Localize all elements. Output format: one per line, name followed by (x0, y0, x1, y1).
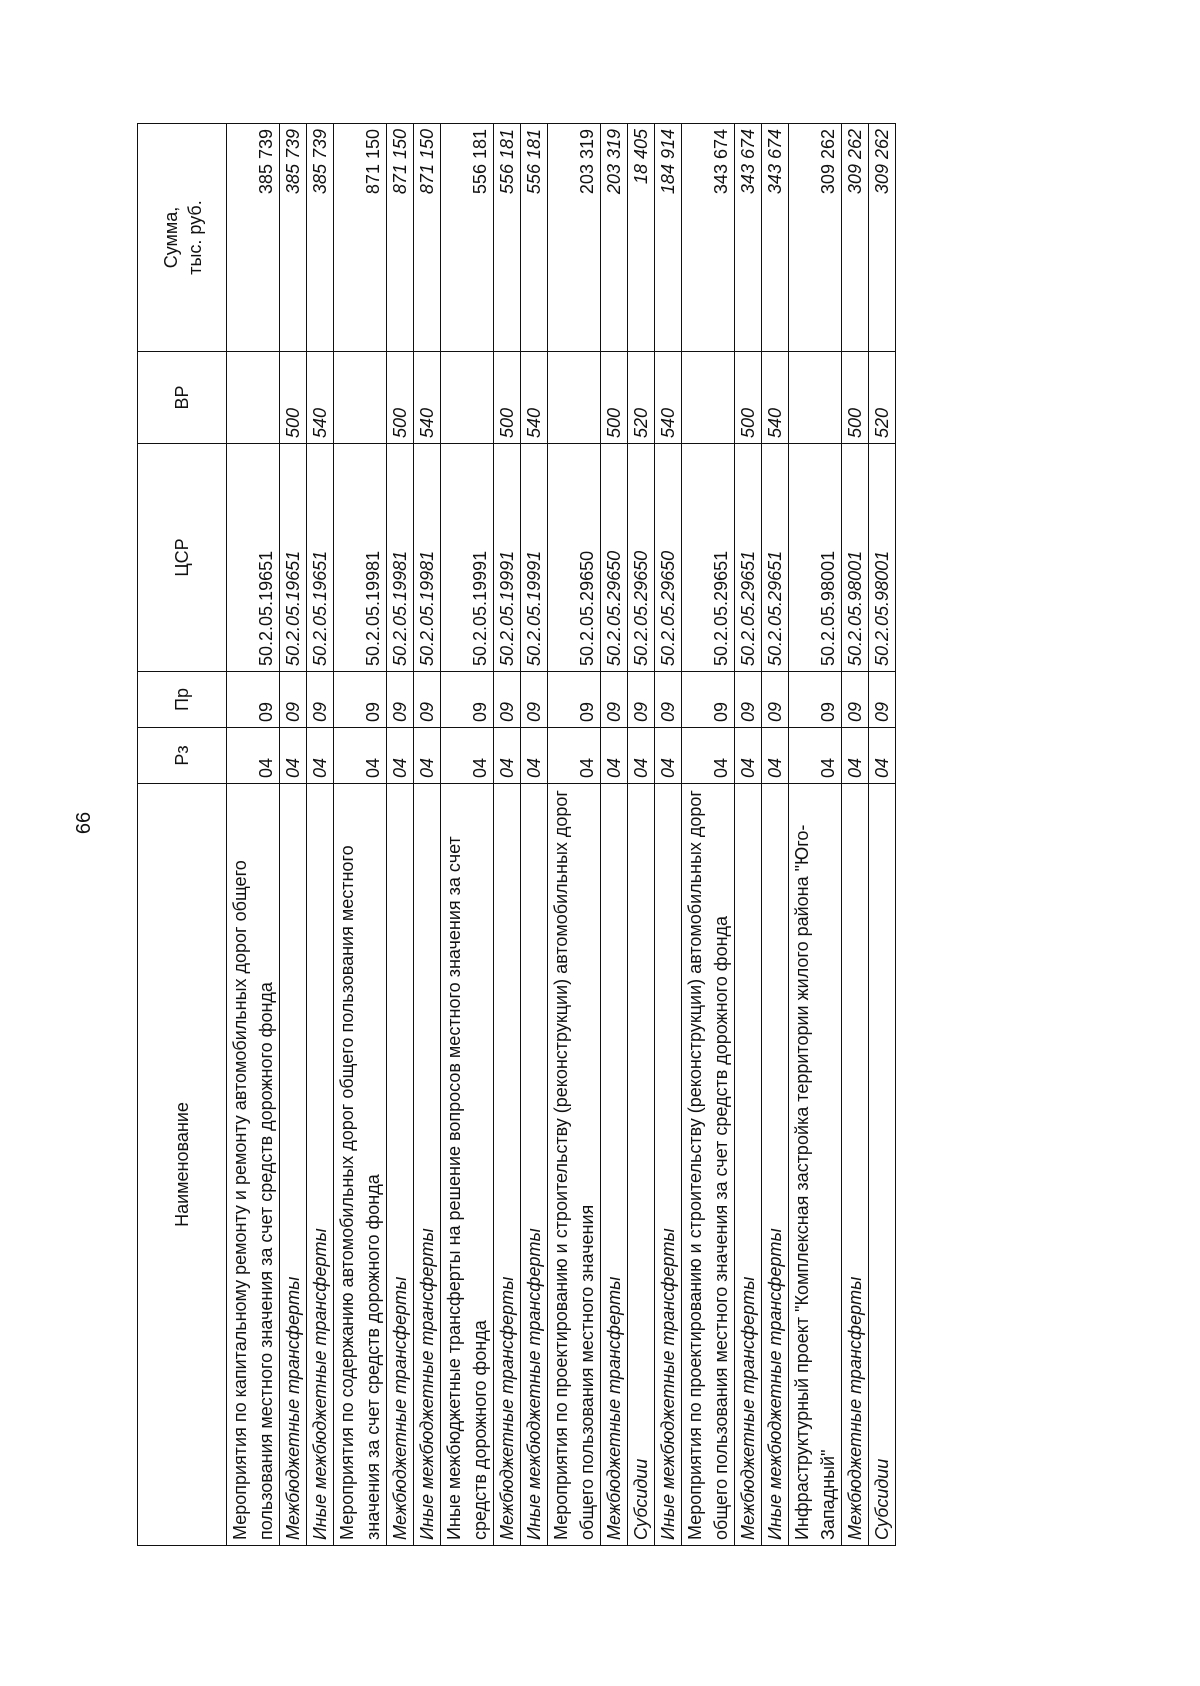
header-csr: ЦСР (138, 444, 227, 672)
header-sum (138, 124, 227, 352)
cell-name: Иные межбюджетные трансферты (414, 784, 441, 1546)
cell-pr: 09 (682, 672, 735, 728)
header-vr: ВР (138, 352, 227, 444)
cell-rz: 04 (655, 728, 682, 784)
cell-vr (682, 352, 735, 444)
cell-sum: 309 262 (842, 124, 869, 352)
header-name: Наименование (138, 784, 227, 1546)
table-row (521, 124, 548, 1546)
cell-vr (789, 352, 842, 444)
cell-vr (334, 352, 387, 444)
cell-rz: 04 (735, 728, 762, 784)
cell-vr (227, 352, 280, 444)
cell-rz: 04 (441, 728, 494, 784)
cell-csr: 50.2.05.19651 (280, 444, 307, 672)
cell-csr: 50.2.05.19981 (387, 444, 414, 672)
cell-csr: 50.2.05.29650 (655, 444, 682, 672)
header-sum-line2: тыс. руб. (185, 200, 205, 275)
cell-rz: 04 (762, 728, 789, 784)
cell-csr: 50.2.05.19991 (521, 444, 548, 672)
table-row (441, 124, 494, 1546)
cell-sum: 18 405 (628, 124, 655, 352)
header-sum-line1: Сумма, (161, 206, 181, 269)
cell-name: Иные межбюджетные трансферты (521, 784, 548, 1546)
cell-rz: 04 (548, 728, 601, 784)
cell-vr: 540 (762, 352, 789, 444)
cell-vr: 540 (655, 352, 682, 444)
cell-name: Иные межбюджетные трансферты (762, 784, 789, 1546)
cell-vr: 540 (414, 352, 441, 444)
cell-sum: 871 150 (334, 124, 387, 352)
cell-sum: 343 674 (762, 124, 789, 352)
cell-sum: 184 914 (655, 124, 682, 352)
cell-sum: 309 262 (789, 124, 842, 352)
cell-csr: 50.2.05.19991 (441, 444, 494, 672)
table-header-row (138, 124, 227, 1546)
cell-csr: 50.2.05.29651 (682, 444, 735, 672)
table-row (655, 124, 682, 1546)
table-row (869, 124, 896, 1546)
cell-rz: 04 (869, 728, 896, 784)
cell-pr: 09 (735, 672, 762, 728)
cell-sum: 343 674 (735, 124, 762, 352)
cell-sum: 385 739 (280, 124, 307, 352)
cell-vr: 520 (869, 352, 896, 444)
cell-sum: 309 262 (869, 124, 896, 352)
cell-name: Иные межбюджетные трансферты на решение вопросов местного значения за счет средств дорожного фонда (441, 784, 494, 1546)
cell-csr: 50.2.05.19991 (494, 444, 521, 672)
table-row (414, 124, 441, 1546)
cell-rz: 04 (227, 728, 280, 784)
cell-vr: 520 (628, 352, 655, 444)
cell-rz: 04 (414, 728, 441, 784)
cell-vr: 500 (842, 352, 869, 444)
cell-name: Межбюджетные трансферты (387, 784, 414, 1546)
cell-csr: 50.2.05.19651 (227, 444, 280, 672)
cell-rz: 04 (387, 728, 414, 784)
cell-pr: 09 (762, 672, 789, 728)
cell-name: Межбюджетные трансферты (494, 784, 521, 1546)
cell-rz: 04 (334, 728, 387, 784)
cell-name: Мероприятия по капитальному ремонту и ремонту автомобильных дорог общего пользования местного значения за счет средств дорожного фонда (227, 784, 280, 1546)
cell-name: Мероприятия по проектированию и строительству (реконструкции) автомобильных дорог общего пользования местного значения за счет средств дорожного фонда (682, 784, 735, 1546)
cell-sum: 556 181 (494, 124, 521, 352)
cell-csr: 50.2.05.29651 (762, 444, 789, 672)
cell-pr: 09 (280, 672, 307, 728)
cell-sum: 871 150 (414, 124, 441, 352)
table-row (628, 124, 655, 1546)
cell-vr: 500 (601, 352, 628, 444)
cell-rz: 04 (628, 728, 655, 784)
header-rz: Рз (138, 728, 227, 784)
cell-sum: 385 739 (227, 124, 280, 352)
cell-rz: 04 (789, 728, 842, 784)
cell-sum: 203 319 (548, 124, 601, 352)
table-row (227, 124, 280, 1546)
cell-pr: 09 (521, 672, 548, 728)
cell-pr: 09 (869, 672, 896, 728)
table-row (842, 124, 869, 1546)
cell-csr: 50.2.05.19651 (307, 444, 334, 672)
header-pr: Пр (138, 672, 227, 728)
table-row (601, 124, 628, 1546)
cell-name: Межбюджетные трансферты (280, 784, 307, 1546)
cell-sum: 556 181 (521, 124, 548, 352)
table-row (682, 124, 735, 1546)
cell-pr: 09 (628, 672, 655, 728)
cell-vr: 500 (280, 352, 307, 444)
table-row (789, 124, 842, 1546)
cell-vr: 500 (387, 352, 414, 444)
cell-pr: 09 (548, 672, 601, 728)
table-row (494, 124, 521, 1546)
cell-csr: 50.2.05.98001 (842, 444, 869, 672)
table-row (548, 124, 601, 1546)
cell-rz: 04 (601, 728, 628, 784)
table-row (280, 124, 307, 1546)
cell-name: Субсидии (869, 784, 896, 1546)
cell-sum: 871 150 (387, 124, 414, 352)
cell-csr: 50.2.05.29650 (548, 444, 601, 672)
cell-pr: 09 (789, 672, 842, 728)
cell-rz: 04 (682, 728, 735, 784)
cell-pr: 09 (441, 672, 494, 728)
table-row (307, 124, 334, 1546)
cell-name: Мероприятия по проектированию и строительству (реконструкции) автомобильных дорог общего пользования местного значения (548, 784, 601, 1546)
cell-sum: 343 674 (682, 124, 735, 352)
cell-pr: 09 (494, 672, 521, 728)
page-number: 66 (73, 811, 95, 835)
cell-name: Межбюджетные трансферты (842, 784, 869, 1546)
cell-name: Межбюджетные трансферты (601, 784, 628, 1546)
cell-vr: 500 (494, 352, 521, 444)
cell-sum: 203 319 (601, 124, 628, 352)
cell-name: Субсидии (628, 784, 655, 1546)
cell-name: Иные межбюджетные трансферты (655, 784, 682, 1546)
cell-csr: 50.2.05.98001 (789, 444, 842, 672)
cell-sum: 385 739 (307, 124, 334, 352)
cell-vr (441, 352, 494, 444)
cell-pr: 09 (387, 672, 414, 728)
table-body (227, 124, 896, 1546)
table-row (735, 124, 762, 1546)
cell-name: Мероприятия по содержанию автомобильных дорог общего пользования местного значения за счет средств дорожного фонда (334, 784, 387, 1546)
table-row (762, 124, 789, 1546)
cell-pr: 09 (334, 672, 387, 728)
cell-csr: 50.2.05.19981 (334, 444, 387, 672)
cell-csr: 50.2.05.19981 (414, 444, 441, 672)
cell-pr: 09 (601, 672, 628, 728)
cell-vr (548, 352, 601, 444)
cell-pr: 09 (227, 672, 280, 728)
cell-name: Инфраструктурный проект "Комплексная застройка территории жилого района "Юго-Западный" (789, 784, 842, 1546)
cell-csr: 50.2.05.98001 (869, 444, 896, 672)
cell-rz: 04 (280, 728, 307, 784)
cell-pr: 09 (414, 672, 441, 728)
cell-name: Иные межбюджетные трансферты (307, 784, 334, 1546)
cell-pr: 09 (842, 672, 869, 728)
cell-vr: 500 (735, 352, 762, 444)
cell-rz: 04 (842, 728, 869, 784)
cell-pr: 09 (655, 672, 682, 728)
cell-rz: 04 (494, 728, 521, 784)
cell-csr: 50.2.05.29650 (601, 444, 628, 672)
cell-rz: 04 (307, 728, 334, 784)
cell-csr: 50.2.05.29650 (628, 444, 655, 672)
cell-vr: 540 (521, 352, 548, 444)
cell-vr: 540 (307, 352, 334, 444)
cell-pr: 09 (307, 672, 334, 728)
cell-rz: 04 (521, 728, 548, 784)
table-row (334, 124, 387, 1546)
rotated-table-container (137, 124, 1061, 1546)
cell-name: Межбюджетные трансферты (735, 784, 762, 1546)
cell-csr: 50.2.05.29651 (735, 444, 762, 672)
table-row (387, 124, 414, 1546)
cell-sum: 556 181 (441, 124, 494, 352)
budget-table (137, 123, 896, 1546)
